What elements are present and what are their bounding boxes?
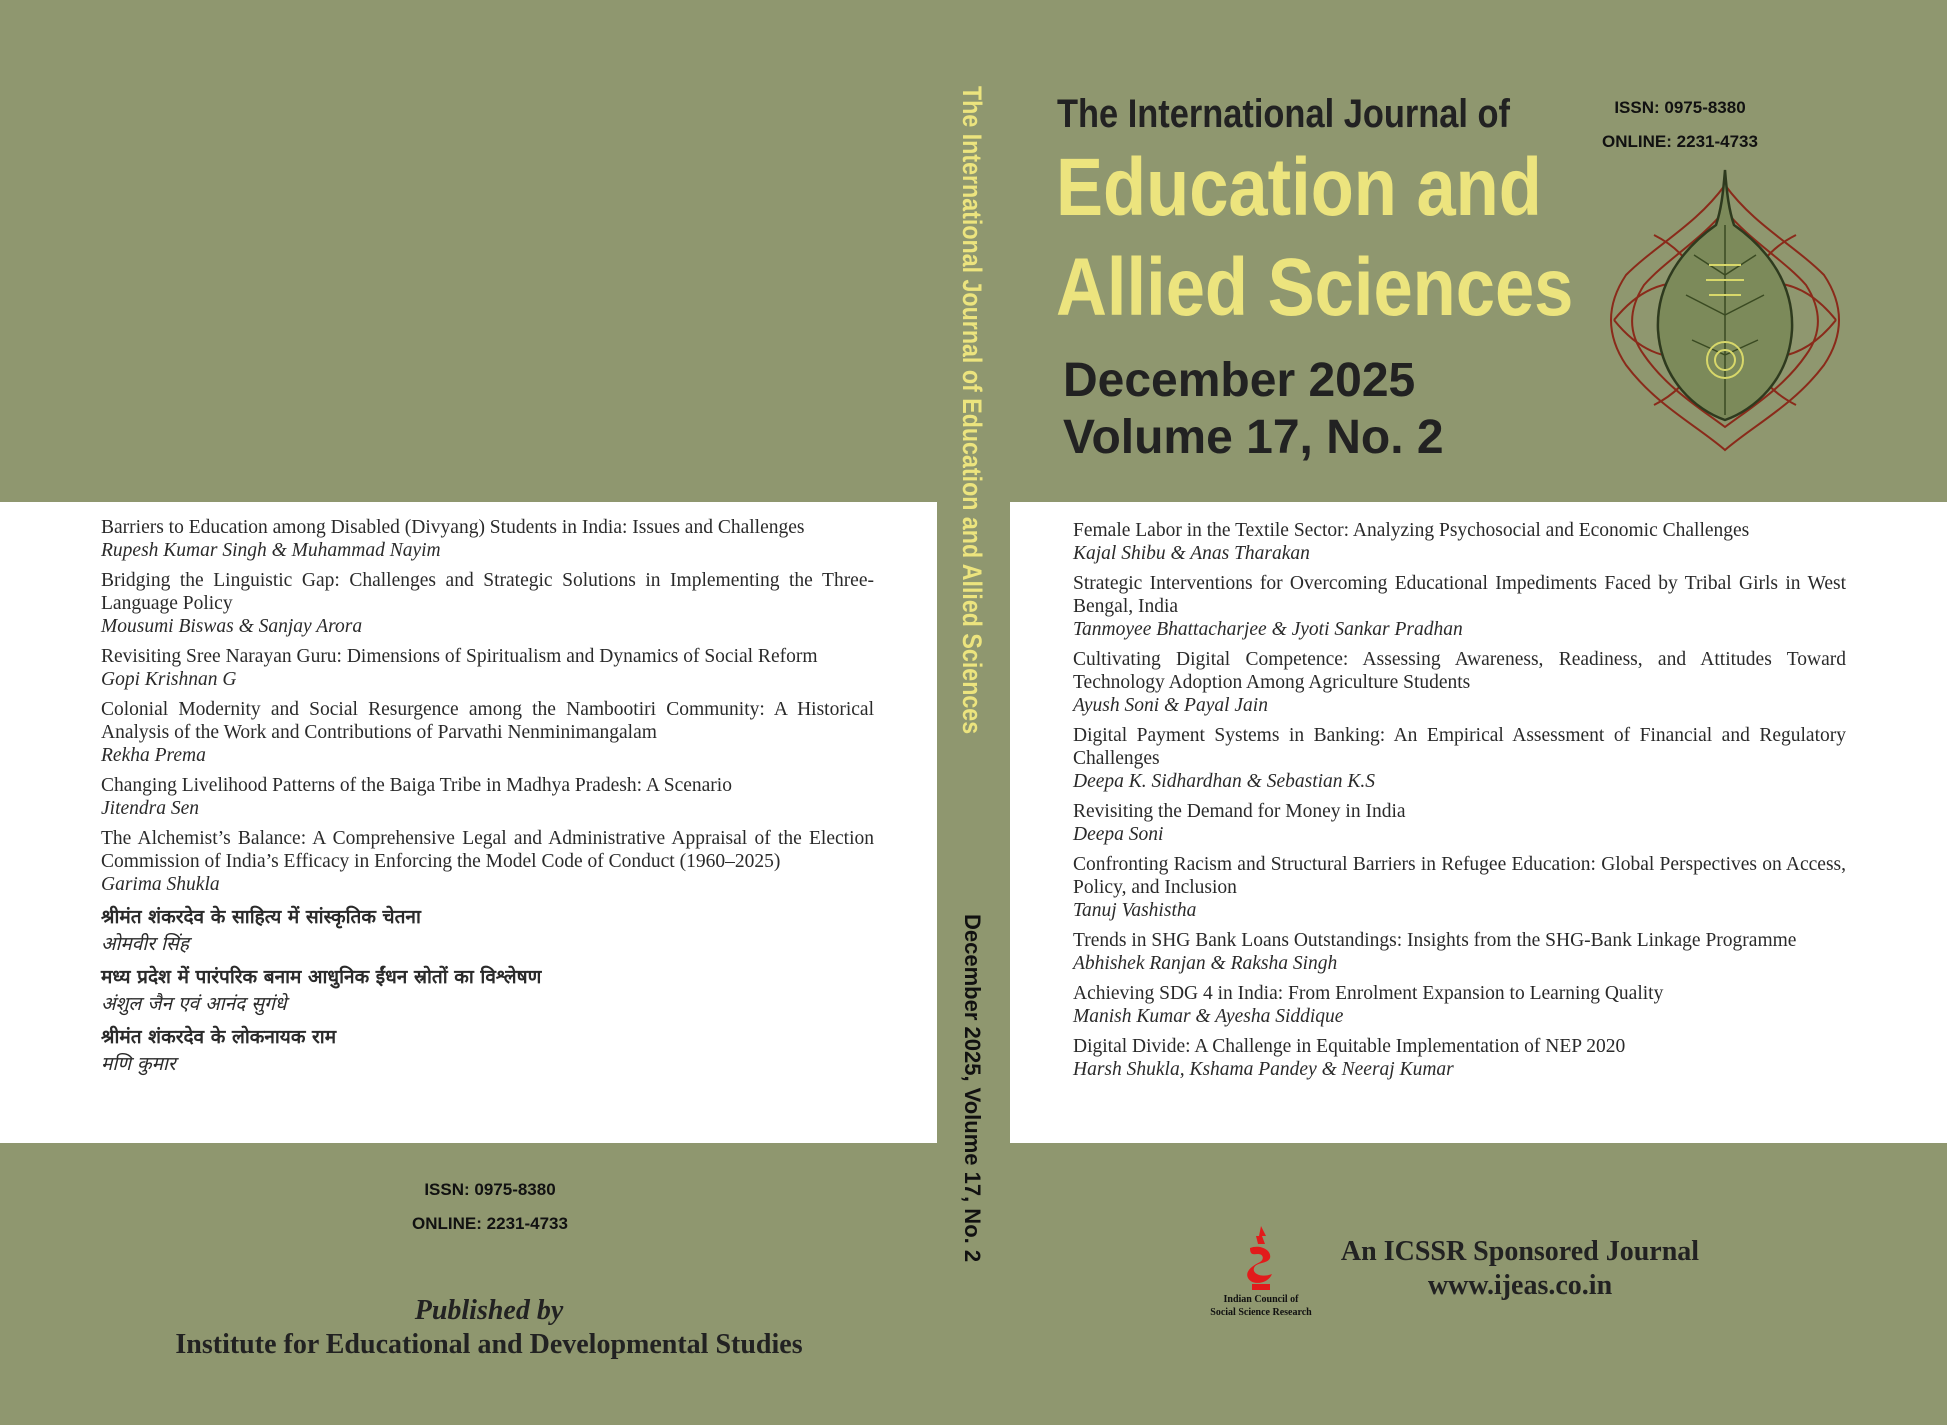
toc-title: श्रीमंत शंकरदेव के साहित्य में सांस्कृतिक चेतना	[101, 906, 421, 928]
back-toc-list	[101, 516, 874, 1083]
toc-title: Revisiting Sree Narayan Guru: Dimensions of Spiritualism and Dynamics of Social Reform	[101, 646, 818, 667]
toc-title: Cultivating Digital Competence: Assessing Awareness, Readiness, and Attitudes Toward Technology Adoption Among Agriculture Students	[1073, 649, 1846, 693]
toc-title: Revisiting the Demand for Money in India	[1073, 801, 1406, 822]
front-issn-online: ONLINE: 2231-4733	[1602, 132, 1758, 151]
toc-title: Digital Payment Systems in Banking: An Empirical Assessment of Financial and Regulatory Challenges	[1073, 725, 1846, 769]
toc-entry[interactable]	[1073, 929, 1846, 975]
toc-authors: मणि कुमार	[101, 1053, 176, 1075]
toc-authors: Deepa K. Sidhardhan & Sebastian K.S	[1073, 771, 1376, 792]
toc-authors: Garima Shukla	[101, 874, 220, 895]
toc-entry-hindi[interactable]	[101, 1023, 874, 1077]
toc-title: Achieving SDG 4 in India: From Enrolment Expansion to Learning Quality	[1073, 983, 1664, 1004]
toc-entry-hindi[interactable]	[101, 963, 874, 1017]
journal-prefix: The International Journal of	[1057, 92, 1510, 136]
toc-entry[interactable]	[101, 698, 874, 767]
front-issn-print: ISSN: 0975-8380	[1614, 98, 1746, 117]
toc-entry[interactable]	[1073, 519, 1846, 565]
toc-entry[interactable]	[101, 827, 874, 896]
toc-authors: Tanmoyee Bhattacharjee & Jyoti Sankar Pradhan	[1073, 619, 1463, 640]
toc-title: The Alchemist’s Balance: A Comprehensive Legal and Administrative Appraisal of the Election Commission of India’s Efficacy in Enforcing the Model Code of Conduct (1960–2025)	[101, 828, 874, 872]
publisher-name: Institute for Educational and Developmental Studies	[175, 1329, 803, 1360]
toc-authors: Mousumi Biswas & Sanjay Arora	[101, 616, 363, 637]
toc-authors: Harsh Shukla, Kshama Pandey & Neeraj Kumar	[1073, 1059, 1454, 1080]
toc-title: मध्य प्रदेश में पारंपरिक बनाम आधुनिक ईंधन स्रोतों का विश्लेषण	[101, 966, 542, 988]
icssr-emblem-icon	[1240, 1226, 1282, 1292]
toc-authors: Ayush Soni & Payal Jain	[1073, 695, 1268, 716]
journal-title-line1: Education and	[1056, 142, 1542, 233]
back-issn-print: ISSN: 0975-8380	[424, 1180, 556, 1199]
toc-authors: Manish Kumar & Ayesha Siddique	[1073, 1006, 1344, 1027]
toc-title: Trends in SHG Bank Loans Outstandings: Insights from the SHG-Bank Linkage Programme	[1073, 930, 1797, 951]
toc-title: Female Labor in the Textile Sector: Analyzing Psychosocial and Economic Challenges	[1073, 520, 1750, 541]
peepal-leaf-mandala-icon	[1594, 165, 1856, 457]
toc-title: Barriers to Education among Disabled (Divyang) Students in India: Issues and Challenges	[101, 517, 805, 538]
toc-authors: Rekha Prema	[101, 745, 206, 766]
toc-title: श्रीमंत शंकरदेव के लोकनायक राम	[101, 1026, 337, 1048]
toc-title: Digital Divide: A Challenge in Equitable Implementation of NEP 2020	[1073, 1036, 1626, 1057]
sponsor-line: An ICSSR Sponsored Journal	[1340, 1236, 1700, 1267]
published-by: Published by	[414, 1295, 564, 1326]
toc-authors: Rupesh Kumar Singh & Muhammad Nayim	[101, 540, 441, 561]
toc-entry[interactable]	[1073, 648, 1846, 717]
toc-entry[interactable]	[1073, 800, 1846, 846]
icssr-caption-line2: Social Science Research	[1210, 1307, 1312, 1318]
toc-authors: Kajal Shibu & Anas Tharakan	[1073, 543, 1310, 564]
toc-title: Confronting Racism and Structural Barriers in Refugee Education: Global Perspectives on Access, Policy, and Inclusion	[1073, 854, 1846, 898]
icssr-caption-line1: Indian Council of	[1223, 1294, 1299, 1305]
toc-authors: Jitendra Sen	[101, 798, 200, 819]
issue-volume: Volume 17, No. 2	[1063, 411, 1444, 464]
toc-entry[interactable]	[1073, 982, 1846, 1028]
toc-authors: Deepa Soni	[1073, 824, 1164, 845]
toc-entry[interactable]	[101, 645, 874, 691]
back-issn-online: ONLINE: 2231-4733	[412, 1214, 568, 1233]
spine-issue: December 2025, Volume 17, No. 2	[960, 914, 985, 1263]
toc-authors: Gopi Krishnan G	[101, 669, 237, 690]
journal-title-line2: Allied Sciences	[1056, 242, 1574, 333]
toc-authors: ओमवीर सिंह	[101, 933, 189, 955]
spine-title: The International Journal of Education and Allied Sciences	[957, 86, 987, 735]
issue-date: December 2025	[1063, 354, 1416, 407]
toc-entry[interactable]	[1073, 724, 1846, 793]
toc-authors: Abhishek Ranjan & Raksha Singh	[1073, 953, 1338, 974]
toc-entry[interactable]	[101, 569, 874, 638]
toc-title: Strategic Interventions for Overcoming Educational Impediments Faced by Tribal Girls in West Bengal, India	[1073, 573, 1846, 617]
toc-entry[interactable]	[101, 774, 874, 820]
toc-entry[interactable]	[1073, 853, 1846, 922]
toc-entry[interactable]	[1073, 572, 1846, 641]
toc-authors: अंशुल जैन एवं आनंद सुगंधे	[101, 993, 287, 1015]
toc-title: Bridging the Linguistic Gap: Challenges and Strategic Solutions in Implementing the Three-Language Policy	[101, 570, 874, 614]
toc-entry[interactable]	[1073, 1035, 1846, 1081]
toc-title: Changing Livelihood Patterns of the Baiga Tribe in Madhya Pradesh: A Scenario	[101, 775, 732, 796]
front-toc-list	[1073, 519, 1846, 1088]
toc-authors: Tanuj Vashistha	[1073, 900, 1197, 921]
journal-website[interactable]: www.ijeas.co.in	[1427, 1270, 1613, 1301]
toc-entry[interactable]	[101, 516, 874, 562]
toc-title: Colonial Modernity and Social Resurgence among the Nambootiri Community: A Historical Analysis of the Work and Contributions of Parvathi Nenminimangalam	[101, 699, 874, 743]
toc-entry-hindi[interactable]	[101, 903, 874, 957]
